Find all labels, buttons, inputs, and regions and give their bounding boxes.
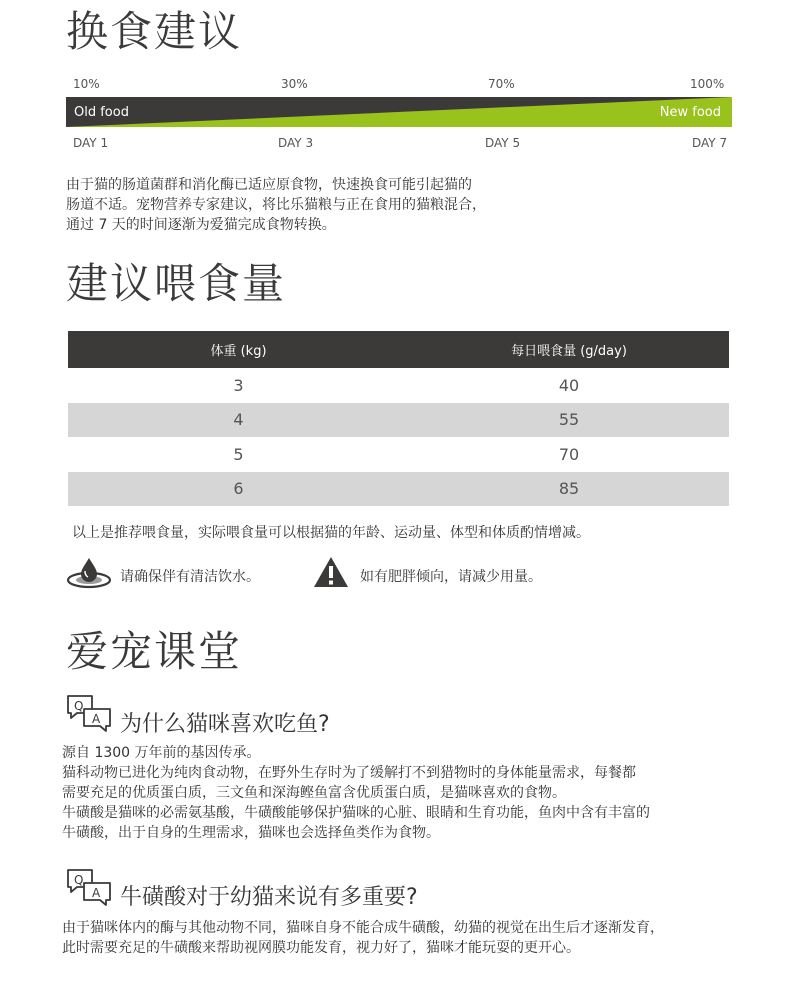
answer-line: 源自 1300 万年前的基因传承。 (62, 745, 261, 761)
table-row (68, 368, 729, 403)
answer-line: 此时需要充足的牛磺酸来帮助视网膜功能发育，视力好了，猫咪才能玩耍的更开心。 (62, 940, 580, 956)
answer-line: 由于猫咪体内的酶与其他动物不同，猫咪自身不能合成牛磺酸，幼猫的视觉在出生后才逐渐发育， (62, 920, 664, 936)
column-header-amount: 每日喂食量 (g/day) (409, 331, 729, 368)
percent-label: 30% (281, 77, 308, 91)
description-line: 通过 7 天的时间逐渐为爱猫完成食物转换。 (66, 217, 336, 233)
answer-line: 猫科动物已进化为纯肉食动物，在野外生存时为了缓解打不到猎物时的身体能量需求，每餐都 (62, 765, 636, 781)
answer-line: 需要充足的优质蛋白质，三文鱼和深海鲣鱼富含优质蛋白质，是猫咪喜欢的食物。 (62, 785, 566, 801)
feeding-note: 以上是推荐喂食量，实际喂食量可以根据猫的年龄、运动量、体型和体质酌情增减。 (72, 525, 590, 541)
warning-icon (313, 556, 349, 588)
table-header-row (68, 331, 729, 368)
amount-cell: 85 (409, 472, 729, 507)
qa-answer (62, 918, 742, 958)
weight-cell: 6 (68, 472, 409, 507)
water-drop-icon (66, 556, 112, 590)
feeding-title: 建议喂食量 (66, 259, 287, 308)
new-food-label: New food (659, 105, 721, 120)
transition-description (66, 175, 666, 235)
classroom-title: 爱宠课堂 (66, 627, 243, 676)
old-food-label: Old food (74, 105, 129, 120)
table-row (68, 472, 729, 507)
day-label: DAY 5 (485, 136, 521, 150)
feeding-table (68, 331, 729, 506)
weight-cell: 4 (68, 403, 409, 438)
description-line: 肠道不适。宠物营养专家建议，将比乐猫粮与正在食用的猫粮混合， (66, 197, 486, 213)
table-row (68, 437, 729, 472)
day-label: DAY 3 (278, 136, 314, 150)
food-transition-bar (66, 97, 732, 127)
percent-label: 10% (73, 77, 100, 91)
answer-line: 牛磺酸是猫咪的必需氨基酸，牛磺酸能够保护猫咪的心脏、眼睛和生育功能，鱼肉中含有丰富的 (62, 805, 650, 821)
day-label: DAY 7 (692, 136, 728, 150)
amount-cell: 70 (558, 444, 580, 464)
percent-label: 100% (690, 77, 725, 91)
table-row (68, 403, 729, 438)
qa-answer (62, 743, 742, 843)
qa-icon-q: Q (74, 699, 84, 713)
weight-cell: 5 (233, 444, 244, 464)
qa-question: 为什么猫咪喜欢吃鱼? (120, 712, 330, 737)
weight-cell: 3 (233, 375, 244, 395)
qa-question: 牛磺酸对于幼猫来说有多重要? (120, 885, 418, 910)
transition-title: 换食建议 (66, 7, 243, 56)
day-label: DAY 1 (73, 136, 109, 150)
qa-icon (65, 694, 113, 734)
answer-line: 牛磺酸，出于自身的生理需求，猫咪也会选择鱼类作为食物。 (62, 825, 440, 841)
description-line: 由于猫的肠道菌群和消化酶已适应原食物，快速换食可能引起猫的 (66, 177, 472, 193)
qa-icon-a: A (92, 886, 101, 900)
amount-cell: 55 (409, 403, 729, 438)
tip-weight: 如有肥胖倾向，请减少用量。 (360, 569, 542, 585)
percent-label: 70% (488, 77, 515, 91)
qa-icon (65, 868, 113, 908)
qa-icon-a: A (92, 712, 101, 726)
tip-water: 请确保伴有清洁饮水。 (120, 569, 260, 585)
column-header-weight: 体重 (kg) (68, 331, 409, 368)
qa-icon-q: Q (74, 873, 84, 887)
amount-cell: 40 (558, 375, 580, 395)
